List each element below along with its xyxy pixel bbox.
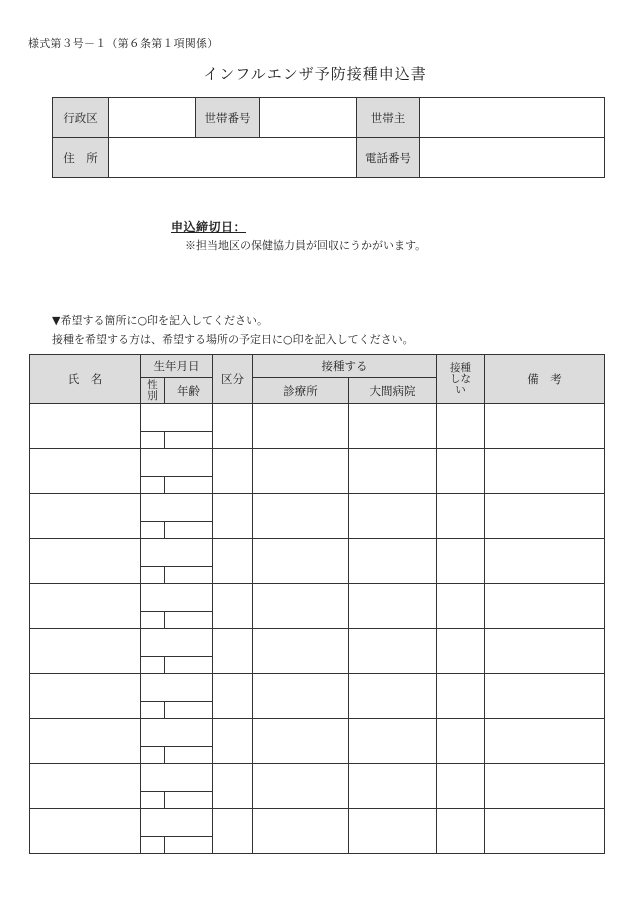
name-cell[interactable]	[30, 629, 141, 674]
name-cell[interactable]	[30, 764, 141, 809]
header-name: 氏 名	[30, 355, 141, 404]
remarks-cell[interactable]	[485, 449, 605, 494]
birthdate-cell[interactable]	[141, 494, 213, 522]
clinic-cell[interactable]	[253, 764, 349, 809]
table-row	[30, 494, 605, 522]
name-cell[interactable]	[30, 494, 141, 539]
table-row	[30, 764, 605, 792]
header-sex-text: 性別	[147, 378, 158, 402]
remarks-cell[interactable]	[485, 584, 605, 629]
category-cell[interactable]	[213, 764, 253, 809]
phone-label: 電話番号	[357, 138, 420, 178]
birthdate-cell[interactable]	[141, 809, 213, 837]
hospital-cell[interactable]	[349, 674, 437, 719]
no-vaccinate-cell[interactable]	[437, 719, 485, 764]
name-cell[interactable]	[30, 674, 141, 719]
hospital-cell[interactable]	[349, 584, 437, 629]
age-cell[interactable]	[165, 837, 213, 854]
sex-cell[interactable]	[141, 567, 165, 584]
remarks-cell[interactable]	[485, 629, 605, 674]
table-row	[30, 539, 605, 567]
sex-cell[interactable]	[141, 657, 165, 674]
remarks-cell[interactable]	[485, 719, 605, 764]
header-sex	[141, 378, 165, 404]
application-table	[29, 354, 605, 854]
header-vaccinate: 接種する	[253, 355, 437, 378]
phone-field[interactable]	[420, 138, 605, 178]
birthdate-cell[interactable]	[141, 674, 213, 702]
remarks-cell[interactable]	[485, 404, 605, 449]
sex-cell[interactable]	[141, 702, 165, 719]
category-cell[interactable]	[213, 404, 253, 449]
remarks-cell[interactable]	[485, 809, 605, 854]
no-vaccinate-cell[interactable]	[437, 539, 485, 584]
hospital-cell[interactable]	[349, 404, 437, 449]
age-cell[interactable]	[165, 477, 213, 494]
name-cell[interactable]	[30, 404, 141, 449]
category-cell[interactable]	[213, 809, 253, 854]
document-title: インフルエンザ予防接種申込書	[203, 65, 427, 83]
hospital-cell[interactable]	[349, 809, 437, 854]
header-clinic: 診療所	[253, 378, 349, 404]
no-vaccinate-cell[interactable]	[437, 674, 485, 719]
clinic-cell[interactable]	[253, 584, 349, 629]
age-cell[interactable]	[165, 792, 213, 809]
sex-cell[interactable]	[141, 522, 165, 539]
category-cell[interactable]	[213, 719, 253, 764]
address-field[interactable]	[109, 138, 357, 178]
remarks-cell[interactable]	[485, 674, 605, 719]
age-cell[interactable]	[165, 747, 213, 764]
deadline-label: 申込締切日：	[171, 220, 247, 234]
name-cell[interactable]	[30, 449, 141, 494]
sex-cell[interactable]	[141, 747, 165, 764]
remarks-cell[interactable]	[485, 494, 605, 539]
clinic-cell[interactable]	[253, 809, 349, 854]
no-vaccinate-cell[interactable]	[437, 404, 485, 449]
category-cell[interactable]	[213, 449, 253, 494]
table-row	[30, 719, 605, 747]
clinic-cell[interactable]	[253, 449, 349, 494]
table-row	[30, 404, 605, 432]
birthdate-cell[interactable]	[141, 719, 213, 747]
name-cell[interactable]	[30, 719, 141, 764]
household-number-field[interactable]	[260, 98, 357, 138]
deadline-note: ※担当地区の保健協力員が回収にうかがいます。	[185, 239, 427, 252]
category-cell[interactable]	[213, 494, 253, 539]
header-no-vaccinate-text: 接種しない	[450, 361, 471, 396]
table-row	[30, 674, 605, 702]
table-row	[30, 809, 605, 837]
name-cell[interactable]	[30, 809, 141, 854]
category-cell[interactable]	[213, 584, 253, 629]
header-no-vaccinate	[437, 355, 485, 404]
sex-cell[interactable]	[141, 837, 165, 854]
header-hospital: 大間病院	[349, 378, 437, 404]
clinic-cell[interactable]	[253, 719, 349, 764]
header-age: 年齢	[165, 378, 213, 404]
table-body	[30, 404, 605, 854]
birthdate-cell[interactable]	[141, 764, 213, 792]
no-vaccinate-cell[interactable]	[437, 449, 485, 494]
age-cell[interactable]	[165, 432, 213, 449]
hospital-cell[interactable]	[349, 539, 437, 584]
birthdate-cell[interactable]	[141, 404, 213, 432]
age-cell[interactable]	[165, 612, 213, 629]
table-row	[30, 584, 605, 612]
address-label: 住 所	[53, 138, 109, 178]
hospital-cell[interactable]	[349, 449, 437, 494]
householder-field[interactable]	[420, 98, 605, 138]
name-cell[interactable]	[30, 584, 141, 629]
table-row	[30, 449, 605, 477]
form-number: 様式第３号－１（第６条第１項関係）	[28, 37, 219, 50]
birthdate-cell[interactable]	[141, 629, 213, 657]
category-cell[interactable]	[213, 539, 253, 584]
no-vaccinate-cell[interactable]	[437, 494, 485, 539]
household-number-label: 世帯番号	[196, 98, 260, 138]
birthdate-cell[interactable]	[141, 539, 213, 567]
clinic-cell[interactable]	[253, 494, 349, 539]
instruction-line-2: 接種を希望する方は、希望する場所の予定日に○印を記入してください。	[52, 333, 414, 346]
remarks-cell[interactable]	[485, 764, 605, 809]
clinic-cell[interactable]	[253, 539, 349, 584]
header-birthdate: 生年月日	[141, 355, 213, 378]
birthdate-cell[interactable]	[141, 449, 213, 477]
district-label: 行政区	[53, 98, 109, 138]
clinic-cell[interactable]	[253, 404, 349, 449]
name-cell[interactable]	[30, 539, 141, 584]
no-vaccinate-cell[interactable]	[437, 809, 485, 854]
age-cell[interactable]	[165, 567, 213, 584]
category-cell[interactable]	[213, 629, 253, 674]
sex-cell[interactable]	[141, 432, 165, 449]
table-row	[30, 629, 605, 657]
householder-label: 世帯主	[357, 98, 420, 138]
sex-cell[interactable]	[141, 612, 165, 629]
age-cell[interactable]	[165, 702, 213, 719]
clinic-cell[interactable]	[253, 629, 349, 674]
no-vaccinate-cell[interactable]	[437, 584, 485, 629]
header-category: 区分	[213, 355, 253, 404]
sex-cell[interactable]	[141, 477, 165, 494]
household-info-table	[52, 97, 605, 178]
age-cell[interactable]	[165, 657, 213, 674]
no-vaccinate-cell[interactable]	[437, 764, 485, 809]
sex-cell[interactable]	[141, 792, 165, 809]
clinic-cell[interactable]	[253, 674, 349, 719]
birthdate-cell[interactable]	[141, 584, 213, 612]
no-vaccinate-cell[interactable]	[437, 629, 485, 674]
header-remarks: 備 考	[485, 355, 605, 404]
age-cell[interactable]	[165, 522, 213, 539]
category-cell[interactable]	[213, 674, 253, 719]
hospital-cell[interactable]	[349, 719, 437, 764]
hospital-cell[interactable]	[349, 629, 437, 674]
remarks-cell[interactable]	[485, 539, 605, 584]
district-field[interactable]	[109, 98, 196, 138]
hospital-cell[interactable]	[349, 494, 437, 539]
hospital-cell[interactable]	[349, 764, 437, 809]
instruction-line-1: ▼希望する箇所に○印を記入してください。	[52, 314, 269, 327]
